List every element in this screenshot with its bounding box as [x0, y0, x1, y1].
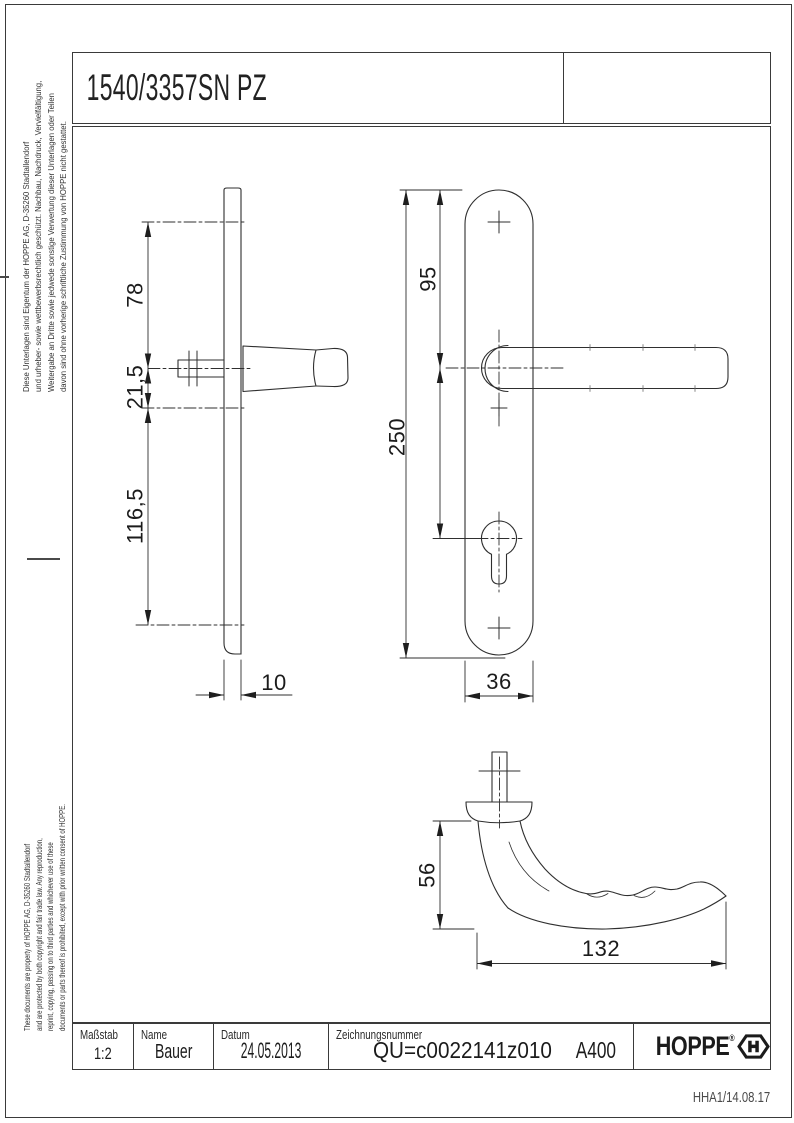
page-title: 1540/3357SN PZ — [86, 67, 267, 108]
dim-label-116-5: 116,5 — [122, 488, 148, 544]
copyright-en-line: reprint, copying, passing on to third parties and whichever use of these — [45, 842, 56, 1031]
registered-trademark-symbol: ® — [729, 1033, 735, 1043]
copyright-en-line: These documents are property of HOPPE AG, D-35260 Stadtallendorf — [22, 843, 32, 1031]
name-label: Name — [141, 1028, 168, 1042]
logo-wordmark: HOPPE — [655, 1031, 730, 1061]
revision-reference: HHA1/14.08.17 — [692, 1090, 770, 1106]
title-block-cell-drawing-number — [329, 1024, 634, 1069]
dim-label-36: 36 — [486, 669, 512, 694]
title-block-cell-name — [134, 1024, 214, 1069]
side-view-drawing — [136, 188, 348, 700]
copyright-de-line: Weitergabe an Dritte sowie jedwede sonstige Verwertung dieser Unterlagen oder Teilen — [45, 93, 56, 392]
title-block-cell-date — [214, 1024, 329, 1069]
front-dim-lines — [406, 190, 440, 658]
dim-label-132: 132 — [581, 936, 621, 961]
front-view-centerlines — [446, 330, 566, 592]
grip-side-inner-arc — [314, 350, 317, 386]
rose-flange-profile — [466, 802, 532, 823]
lever-surface-ticks — [590, 345, 695, 392]
top-screw-cross — [488, 211, 510, 233]
format-value: A400 — [575, 1037, 617, 1063]
dim-label-56: 56 — [414, 862, 440, 888]
copyright-de-line: Diese Unterlagen sind Eigentum der HOPPE AG, D-35260 Stadtallendorf — [21, 141, 31, 392]
front-view-drawing — [400, 190, 728, 702]
dim-label-10: 10 — [261, 670, 287, 695]
title-block-cell-logo — [634, 1024, 772, 1069]
thickness-dim-arrows — [209, 692, 256, 698]
title-block — [72, 1023, 771, 1070]
bottom-screw-cross — [488, 617, 510, 639]
grip-outer-curve — [478, 821, 726, 929]
grip-side-endcap — [316, 348, 348, 386]
drawing-number-value: QU=c0022141z010 — [372, 1037, 552, 1063]
copyright-en-line: and are protected by both copyright and fair trade law. Any reproduction, — [33, 838, 44, 1031]
copyright-en-line: documents or parts thereof is prohibited, except with prior written consent of HOPPE. — [56, 804, 67, 1031]
dim-label-250: 250 — [384, 417, 410, 457]
dim-label-21-5: 21,5 — [122, 364, 148, 410]
dim-label-95: 95 — [415, 266, 441, 292]
side-view-centerlines — [136, 222, 252, 625]
dim-label-78: 78 — [122, 282, 148, 308]
hoppe-hexagon-h-icon — [737, 1033, 770, 1060]
date-value: 24.05.2013 — [240, 1038, 302, 1063]
backplate-side-outline — [224, 188, 241, 654]
copyright-de-line: davon sind ohne vorherige schriftliche Zustimmung von HOPPE nicht gestattet. — [58, 121, 69, 392]
title-block-cell-scale — [73, 1024, 134, 1069]
grip-top-curve — [520, 821, 726, 896]
scale-value: 1:2 — [94, 1044, 112, 1063]
copyright-de-line: und urheber- sowie wettbewerbsrechtlich geschützt. Nachbau, Nachdruck, Vervielfältigung, — [33, 80, 44, 392]
hoppe-logo — [634, 1024, 772, 1069]
grip-profile-drawing — [433, 752, 726, 969]
drawing-number-label: Zeichnungsnummer — [336, 1028, 423, 1042]
scale-label: Maßstab — [80, 1028, 118, 1042]
name-value: Bauer — [154, 1041, 193, 1063]
front-ext-lines — [400, 190, 505, 658]
grip-side-neck — [243, 346, 316, 392]
date-label: Datum — [221, 1028, 250, 1042]
